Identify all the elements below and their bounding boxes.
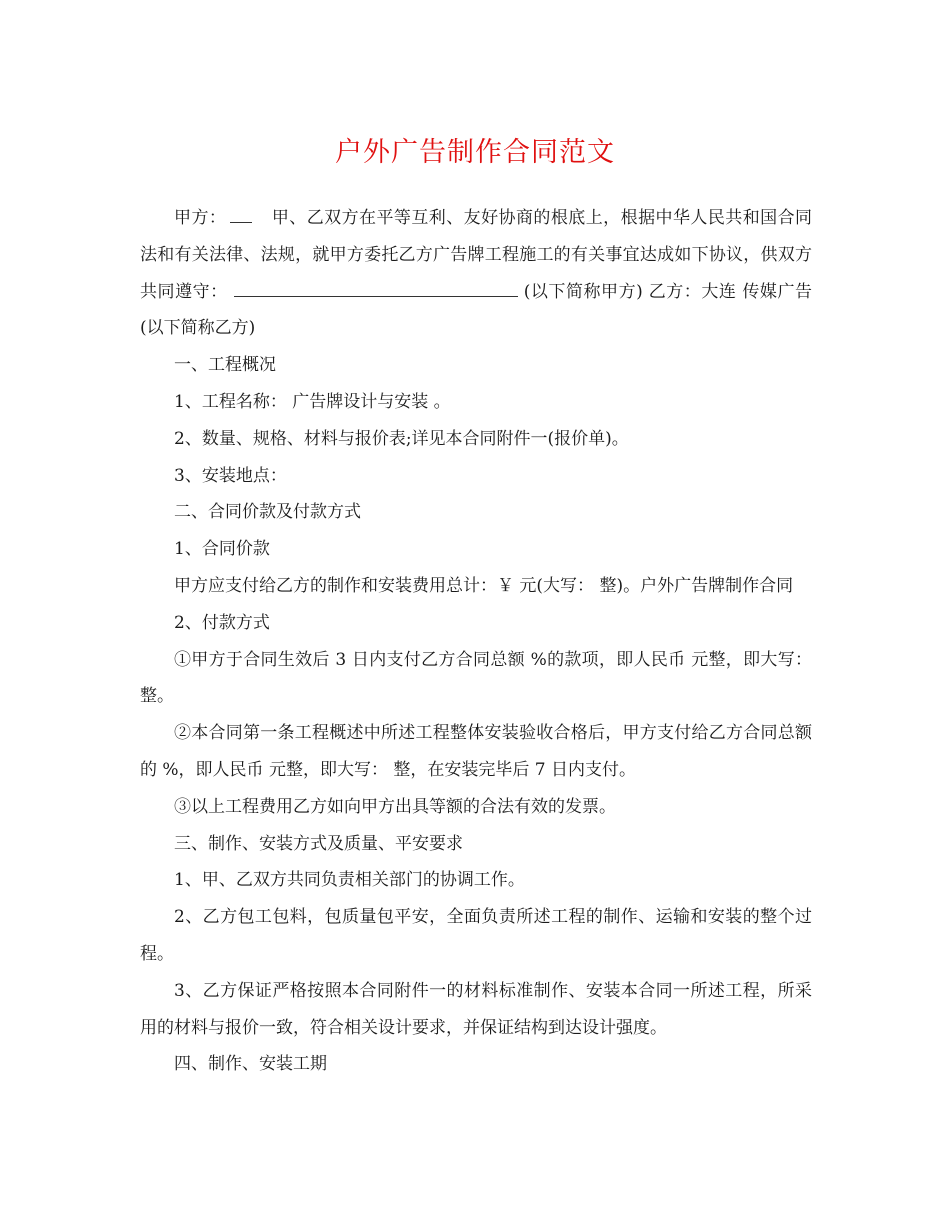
party-a-label: 甲方：	[174, 208, 227, 228]
intro-text-1: 甲、乙双方在平等互利、友好协商的根底上，根据中华人民共和国合同法和有关法律、法规，就甲方委托乙方广告牌工程施工的有关事宜达成如下协议，供双方共同遵守：	[140, 208, 813, 302]
clause-1-1: 1、工程名称： 广告牌设计与安装 。	[174, 391, 451, 412]
signature-blank	[234, 274, 518, 297]
payment-item-3: ③以上工程费用乙方如向甲方出具等额的合法有效的发票。	[174, 796, 616, 817]
document-title: 户外广告制作合同范文	[335, 137, 615, 168]
clause-2-2: 2、付款方式	[174, 612, 270, 633]
clause-2-1: 1、合同价款	[174, 539, 270, 560]
clause-1-3: 3、安装地点：	[174, 465, 287, 486]
payment-item-1: ①甲方于合同生效后 3 日内支付乙方合同总额 %的款项，即人民币 元整，即大写： 整。	[140, 649, 812, 707]
intro-paragraph	[140, 200, 812, 347]
section-heading-3: 三、制作、安装方式及质量、平安要求	[174, 833, 463, 854]
intro-text-2: (以下简称甲方) 乙方：大连 传媒广告 (以下简称乙方)	[140, 281, 813, 339]
clause-3-3: 3、乙方保证严格按照本合同附件一的材料标准制作、安装本合同一所述工程，所采用的材料与报价一致，符合相关设计要求，并保证结构到达设计强度。	[140, 980, 812, 1038]
payment-item-2: ②本合同第一条工程概述中所述工程整体安装验收合格后，甲方支付给乙方合同总额的 %，即人民币 元整，即大写： 整，在安装完毕后 7 日内支付。	[140, 723, 812, 780]
section-heading-1: 一、工程概况	[174, 355, 276, 376]
clause-1-2: 2、数量、规格、材料与报价表;详见本合同附件一(报价单)。	[174, 428, 629, 449]
document-body	[140, 200, 812, 1083]
clause-2-1-text: 甲方应支付给乙方的制作和安装费用总计：￥ 元(大写： 整)。户外广告牌制作合同	[174, 575, 794, 596]
party-a-blank	[230, 200, 252, 223]
section-heading-4: 四、制作、安装工期	[174, 1054, 327, 1075]
clause-3-1: 1、甲、乙双方共同负责相关部门的协调工作。	[174, 870, 525, 891]
section-heading-2: 二、合同价款及付款方式	[174, 502, 361, 523]
clause-3-2: 2、乙方包工包料，包质量包平安，全面负责所述工程的制作、运输和安装的整个过程。	[140, 907, 812, 964]
